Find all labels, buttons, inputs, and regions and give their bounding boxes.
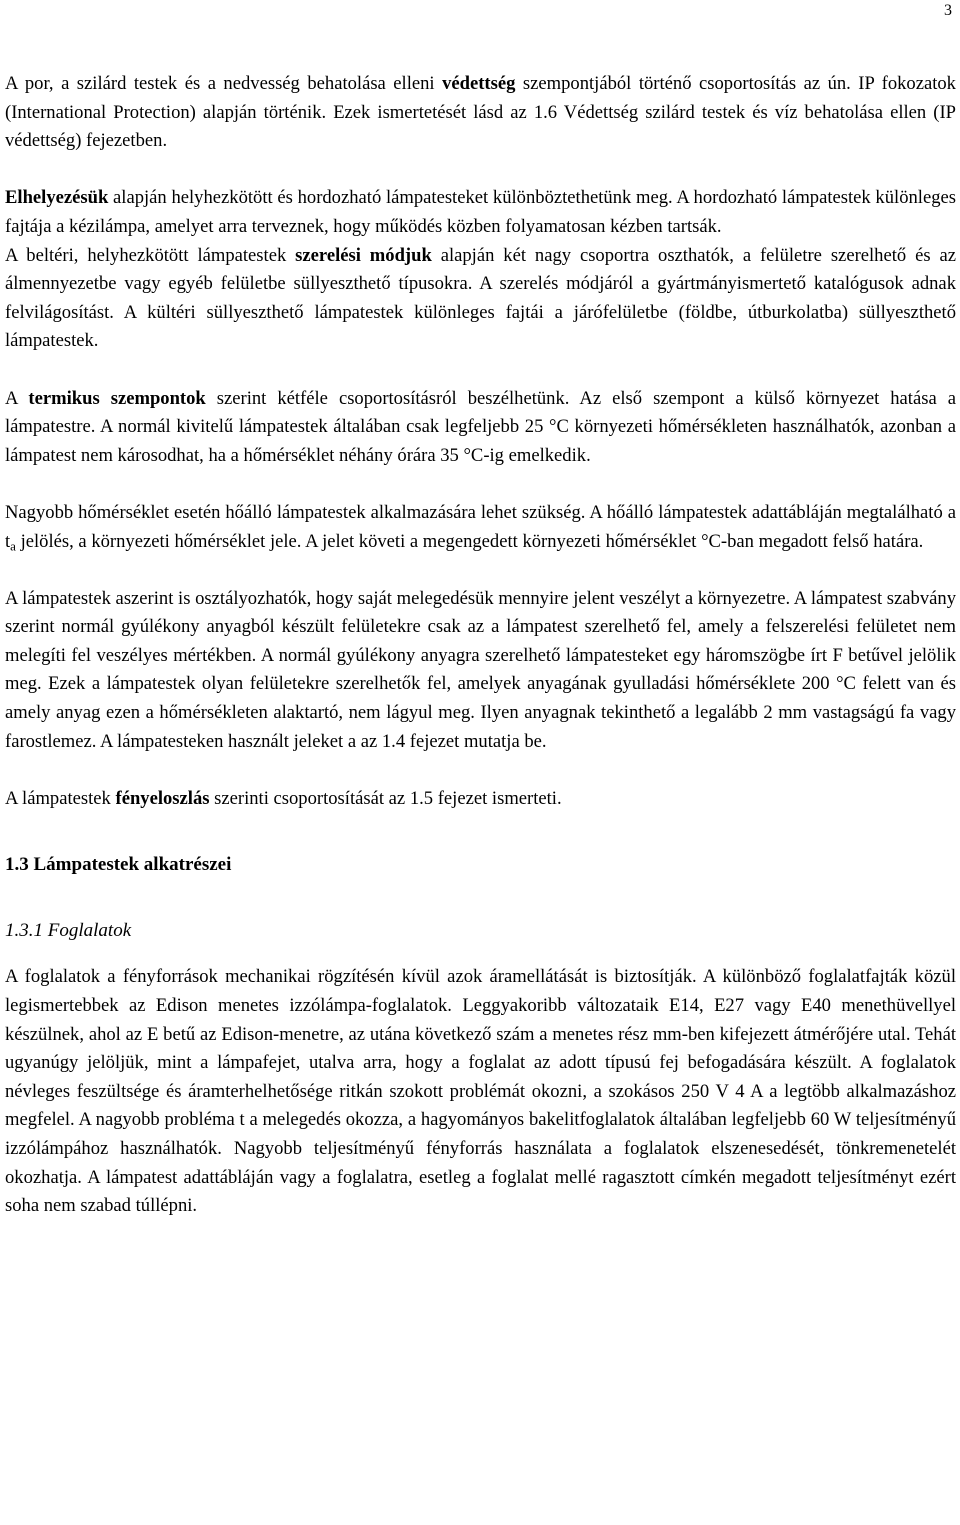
paragraph-sockets: A foglalatok a fényforrások mechanikai rögzítésén kívül azok áramellátását is biztosítják. A különböző foglalatfajták közül legismertebbek az Edison menetes izzólámpa-foglalatok. Leggyakoribb változataik E14, E27 vagy E40 menethüvellyel készülnek, ahol az E betű az Edison-menetre, az utána következő szám a menetes rész mm-ben kifejezett átmérőjére utal. Tehát ugyanúgy jelöljük, mint a lámpafejet, utalva arra, hogy a foglalat az adott típusú fej befogadására készült. A foglalatok névleges feszültsége és áramterhelhetősége ritkán szokott problémát okozni, a szokásos 250 V 4 A a legtöbb alkalmazáshoz megfelel. A nagyobb probléma t a melegedés okozza, a hagyományos bakelitfoglalatok általában legfeljebb 60 W teljesítményű izzólámpához használhatók. Nagyobb teljesítményű fényforrás használata a foglalatok elszenesedését, tönkremenetelét okozhatja. A lámpatest adattábláján vagy a foglalatra, esetleg a foglalat mellé ragasztott címkén megadott teljesítményt ezért soha nem szabad túllépni. <box>5 966 956 1217</box>
paragraph-thermal: A termikus szempontok szerint kétféle csoportosításról beszélhetünk. Az első szempont a külső környezet hatása a lámpatestre. A normál kivitelű lámpatestek általában csak legfeljebb 25 °C környezeti hőmérsékleten használhatók, azonban a lámpatest nem károsodhat, ha a hőmérséklet néhány órára 35 °C-ig emelkedik. <box>5 387 956 466</box>
paragraph-flammability: A lámpatestek aszerint is osztályozhatók, hogy saját melegedésük mennyire jelent veszélyt a környezetre. A lámpatest szabvány szerint normál gyúlékony anyagból készült felületekre csak az a lámpatest szerelhető fel, amely a felszerelési felületet nem melegíti fel veszélyes mértékben. A normál gyúlékony anyagra szerelhető lámpatesteket egy háromszögbe írt F betűvel jelölik meg. Ezek a lámpatestek olyan felületekre szerelhetők fel, amelyek anyagának gyulladási hőmérséklete 200 °C felett van és amely anyag ezen a hőmérsékleten alaktartó, nem lágyul meg. Ilyen anyagnak tekinthető a legalább 2 mm vastagságú fa vagy farostlemez. A lámpatesteken használt jeleket a az 1.4 fejezet mutatja be. <box>5 587 956 752</box>
page-number: 3 <box>944 2 952 19</box>
subsection-heading: 1.3.1 Foglalatok <box>5 920 132 942</box>
paragraph-light-distribution: A lámpatestek fényeloszlás szerinti csoportosítását az 1.5 fejezet ismerteti. <box>5 787 562 809</box>
paragraph-placement: Elhelyezésük alapján helyhezkötött és hordozható lámpatesteket különböztethetünk meg. A hordozható lámpatestek különleges fajtája a kézilámpa, amelyet arra terveznek, hogy működés közben folyamatosan kézben tartsák. <box>5 187 956 237</box>
paragraph-mounting: A beltéri, helyhezkötött lámpatestek szerelési módjuk alapján két nagy csoportra oszthatók, a felületre szerelhető és az álmennyezetbe vagy egyéb felületbe süllyeszthető típusokra. A szerelés módjáról a gyártmányismertető katalógusok adnak felvilágosítást. A kültéri süllyeszthető lámpatestek különleges fajtái a járófelületbe (földbe, útburkolatba) süllyeszthető lámpatestek. <box>5 244 956 352</box>
section-heading: 1.3 Lámpatestek alkatrészei <box>5 854 232 876</box>
paragraph-heat-resistant: Nagyobb hőmérséklet esetén hőálló lámpatestek alkalmazására lehet szükség. A hőálló lámpatestek adattábláján megtalálható a $t_a$ jelölés, a környezeti hőmérséklet jele. A jelet követi a megengedett környezeti hőmérséklet °C-ban megadott felső határa. <box>5 501 956 553</box>
document-body <box>5 70 956 1221</box>
paragraph-protection: A por, a szilárd testek és a nedvesség behatolása elleni védettség szempontjából történő csoportosítás az ún. IP fokozatok (International Protection) alapján történik. Ezek ismertetését lásd az 1.6 Védettség szilárd testek és víz behatolása ellen (IP védettség) fejezetben. <box>5 73 956 152</box>
